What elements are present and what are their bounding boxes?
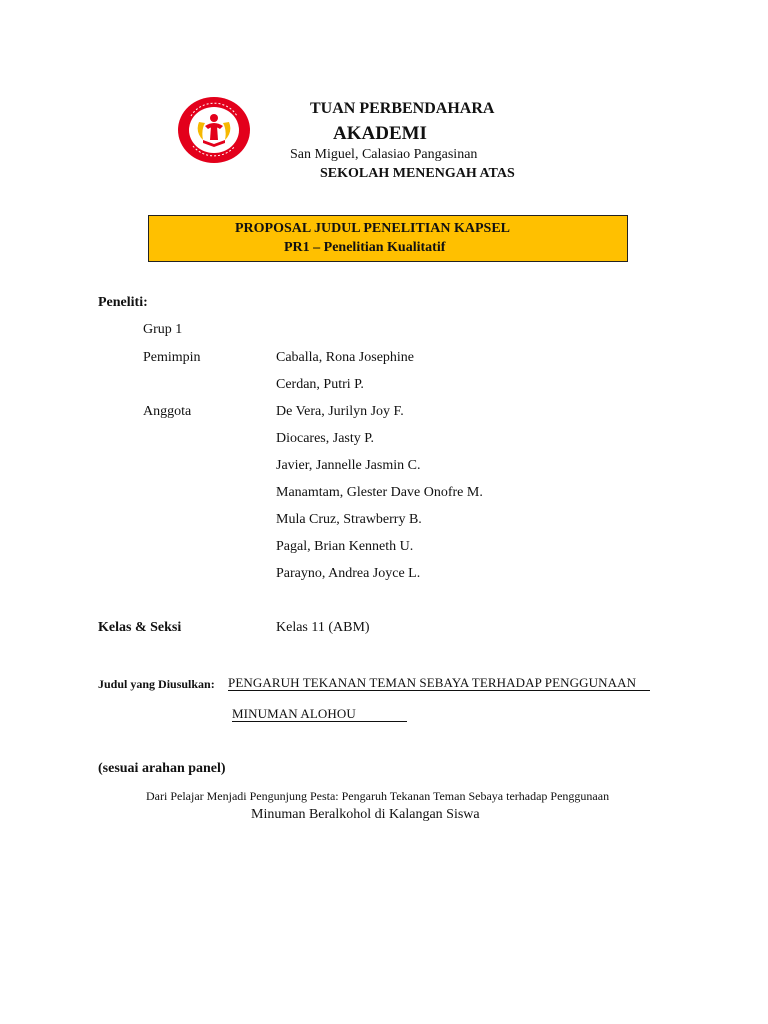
- member-name: Mula Cruz, Strawberry B.: [276, 512, 422, 527]
- banner-title: PROPOSAL JUDUL PENELITIAN KAPSEL: [235, 221, 510, 236]
- leader-name: Cerdan, Putri P.: [276, 377, 364, 392]
- member-name: De Vera, Jurilyn Joy F.: [276, 404, 404, 419]
- school-address: San Miguel, Calasiao Pangasinan: [290, 147, 478, 162]
- title-underline: [232, 721, 407, 722]
- proposed-title-line1: PENGARUH TEKANAN TEMAN SEBAYA TERHADAP PENGGUNAAN: [228, 675, 637, 690]
- class-section-value: Kelas 11 (ABM): [276, 620, 370, 635]
- group-name: Grup 1: [143, 322, 183, 337]
- member-name: Javier, Jannelle Jasmin C.: [276, 458, 421, 473]
- academy-title: AKADEMI: [333, 123, 427, 144]
- revised-title-line1: Dari Pelajar Menjadi Pengunjung Pesta: Pengaruh Tekanan Teman Sebaya terhadap Penggunaan: [146, 789, 610, 803]
- researchers-label: Peneliti:: [98, 295, 148, 310]
- leader-name: Caballa, Rona Josephine: [276, 350, 415, 365]
- proposal-banner: [148, 215, 628, 262]
- school-level: SEKOLAH MENENGAH ATAS: [320, 166, 515, 181]
- member-name: Manamtam, Glester Dave Onofre M.: [276, 485, 483, 500]
- member-name: Pagal, Brian Kenneth U.: [276, 539, 414, 554]
- member-name: Parayno, Andrea Joyce L.: [276, 566, 421, 581]
- revised-title-line2: Minuman Beralkohol di Kalangan Siswa: [251, 807, 480, 822]
- banner-subtitle: PR1 – Penelitian Kualitatif: [284, 240, 446, 255]
- school-name: TUAN PERBENDAHARA: [310, 100, 495, 117]
- academy-seal-logo: [177, 96, 251, 164]
- member-name: Diocares, Jasty P.: [276, 431, 374, 446]
- panel-label: (sesuai arahan panel): [98, 761, 226, 776]
- leader-label: Pemimpin: [143, 350, 201, 365]
- class-section-label: Kelas & Seksi: [98, 620, 182, 635]
- proposed-title-line2: MINUMAN ALOHOU: [232, 706, 356, 721]
- member-label: Anggota: [143, 404, 192, 419]
- proposed-title-label: Judul yang Diusulkan:: [98, 677, 215, 691]
- title-underline: [228, 690, 650, 691]
